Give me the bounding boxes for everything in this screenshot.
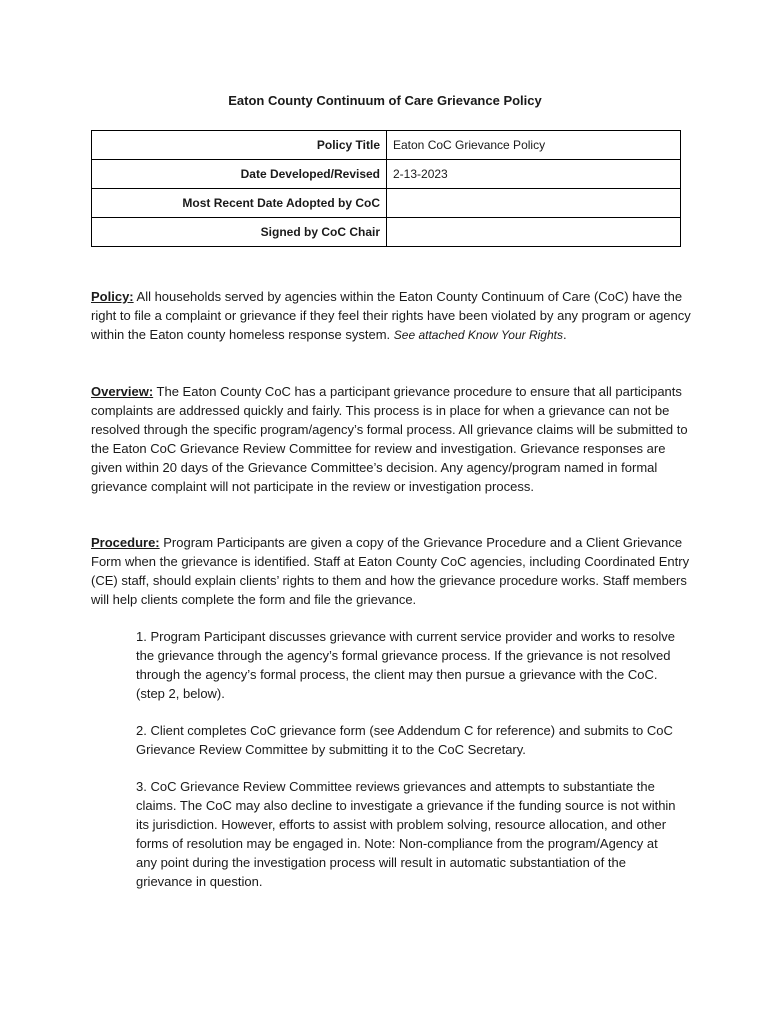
procedure-step-3: 3. CoC Grievance Review Committee reviews grievances and attempts to substantiate the claims. The CoC may also decline to investigate a grievance if the funding source is not within its jurisdiction. However, efforts to assist with problem solving, resource allocation, and other forms of resolution may be engaged in. Note: Non-compliance from the program/Agency at any point during the investigation process will result in automatic substantiation of the grievance in question. <box>136 779 676 889</box>
date-adopted-value <box>387 189 681 218</box>
date-developed-label: Date Developed/Revised <box>92 160 387 189</box>
date-adopted-label: Most Recent Date Adopted by CoC <box>92 189 387 218</box>
policy-title-label: Policy Title <box>92 131 387 160</box>
procedure-heading: Procedure: <box>91 535 160 550</box>
table-row <box>92 189 681 218</box>
procedure-step-1: 1. Program Participant discusses grievance with current service provider and works to resolve the grievance through the agency’s formal grievance process. If the grievance is not resolved through the agency’s formal process, the client may then pursue a grievance with the CoC. (step 2, below). <box>136 629 676 701</box>
overview-heading: Overview: <box>91 384 154 399</box>
overview-paragraph <box>91 382 691 496</box>
document-title: Eaton County Continuum of Care Grievance Policy <box>228 93 542 108</box>
signed-by-value <box>387 218 681 247</box>
signed-by-label: Signed by CoC Chair <box>92 218 387 247</box>
procedure-step-2: 2. Client completes CoC grievance form (see Addendum C for reference) and submits to CoC Grievance Review Committee by submitting it to the CoC Secretary. <box>136 723 673 757</box>
policy-paragraph <box>91 287 691 345</box>
table-row <box>92 160 681 189</box>
policy-note: See attached Know Your Rights <box>393 328 563 342</box>
policy-title-value: Eaton CoC Grievance Policy <box>387 131 681 160</box>
policy-end: . <box>563 327 567 342</box>
policy-info-table <box>91 130 681 247</box>
policy-heading: Policy: <box>91 289 134 304</box>
table-row <box>92 131 681 160</box>
procedure-text: Program Participants are given a copy of the Grievance Procedure and a Client Grievance Form when the grievance is identified. Staff at Eaton County CoC agencies, including Coordinated Entry (CE) staff, should explain clients’ rights to them and how the grievance procedure works. Staff members will help clients complete the form and file the grievance. <box>91 535 690 607</box>
policy-text: All households served by agencies within the Eaton County Continuum of Care (CoC) have the right to file a complaint or grievance if they feel their rights have been violated by any program or agency within the Eaton county homeless response system. <box>91 289 691 342</box>
table-row <box>92 218 681 247</box>
date-developed-value: 2-13-2023 <box>387 160 681 189</box>
overview-text: The Eaton County CoC has a participant grievance procedure to ensure that all participants complaints are addressed quickly and fairly. This process is in place for when a grievance can not be resolved through the specific program/agency’s formal process. All grievance claims will be submitted to the Eaton CoC Grievance Review Committee for review and investigation. Grievance responses are given within 20 days of the Grievance Committee’s decision. Any agency/program named in formal grievance complaint will not participate in the review or investigation process. <box>91 384 688 494</box>
procedure-paragraph <box>91 533 691 609</box>
